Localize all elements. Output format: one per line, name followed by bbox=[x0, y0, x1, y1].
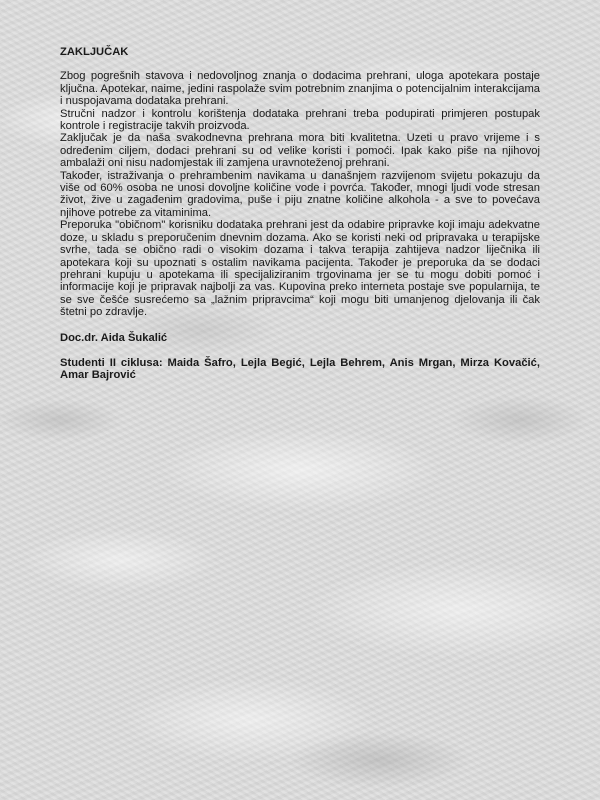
paragraph-conclusion-nutrition: Zaključak je da naša svakodnevna prehrana mora biti kvalitetna. Uzeti u pravo vrijeme i s određenim ciljem, dodaci prehrani su od velike koristi i pomoći. Ipak kako piše na njihovoj ambalaži oni nisu nadomjestak ili zamjena uravnoteženoj prehrani. bbox=[60, 132, 540, 170]
document-body bbox=[60, 46, 540, 382]
paragraph-role-of-pharmacist: Zbog pogrešnih stavova i nedovoljnog znanja o dodacima prehrani, uloga apotekara postaje ključna. Apotekar, naime, jedini raspolaže svim potrebnim znanjima o potencijalnim interakcijama i nuspojavama dodataka prehrani. bbox=[60, 70, 540, 108]
paragraph-research-habits: Također, istraživanja o prehrambenim navikama u današnjem razvijenom svijetu pokazuju da više od 60% osoba ne unosi dovoljne količine vode i povrća. Također, mnogi ljudi vode stresan život, žive u zagađenim gradovima, puše i piju znatne količine alkohola - a sve to povećava njihove potrebe za vitaminima. bbox=[60, 169, 540, 219]
author-signature: Doc.dr. Aida Šukalić bbox=[60, 331, 168, 344]
paragraph-expert-supervision: Stručni nadzor i kontrolu korištenja dodataka prehrani treba podupirati primjeren postupak kontrole i registracije takvih proizvoda. bbox=[60, 107, 540, 133]
paragraph-recommendation: Preporuka "običnom" korisniku dodataka prehrani jest da odabire pripravke koji imaju adekvatne doze, u skladu s preporučenim dnevnim dozama. Ako se koristi neki od pripravaka u terapijske svrhe, tada se obično radi o visokim dozama i takva terapija zahtijeva nadzor liječnika ili apotekara koji su upoznati s ostalim navikama pacijenta. Također je preporuka da se dodaci prehrani kupuju u apotekama ili specijaliziranim trgovinama jer se tu mogu dobiti pomoć i informacije koji je pripravak najbolji za vas. Kupovina preko interneta postaje sve popularnija, te se sve češće susrećemo sa „lažnim pripravcima“ koji mogu biti umanjenog djelovanja ili čak štetni po zdravlje. bbox=[60, 219, 540, 319]
students-list: Studenti II ciklusa: Maida Šafro, Lejla Begić, Lejla Behrem, Anis Mrgan, Mirza Kovačić, Amar Bajrović bbox=[60, 356, 540, 382]
section-heading: ZAKLJUČAK bbox=[60, 46, 129, 58]
